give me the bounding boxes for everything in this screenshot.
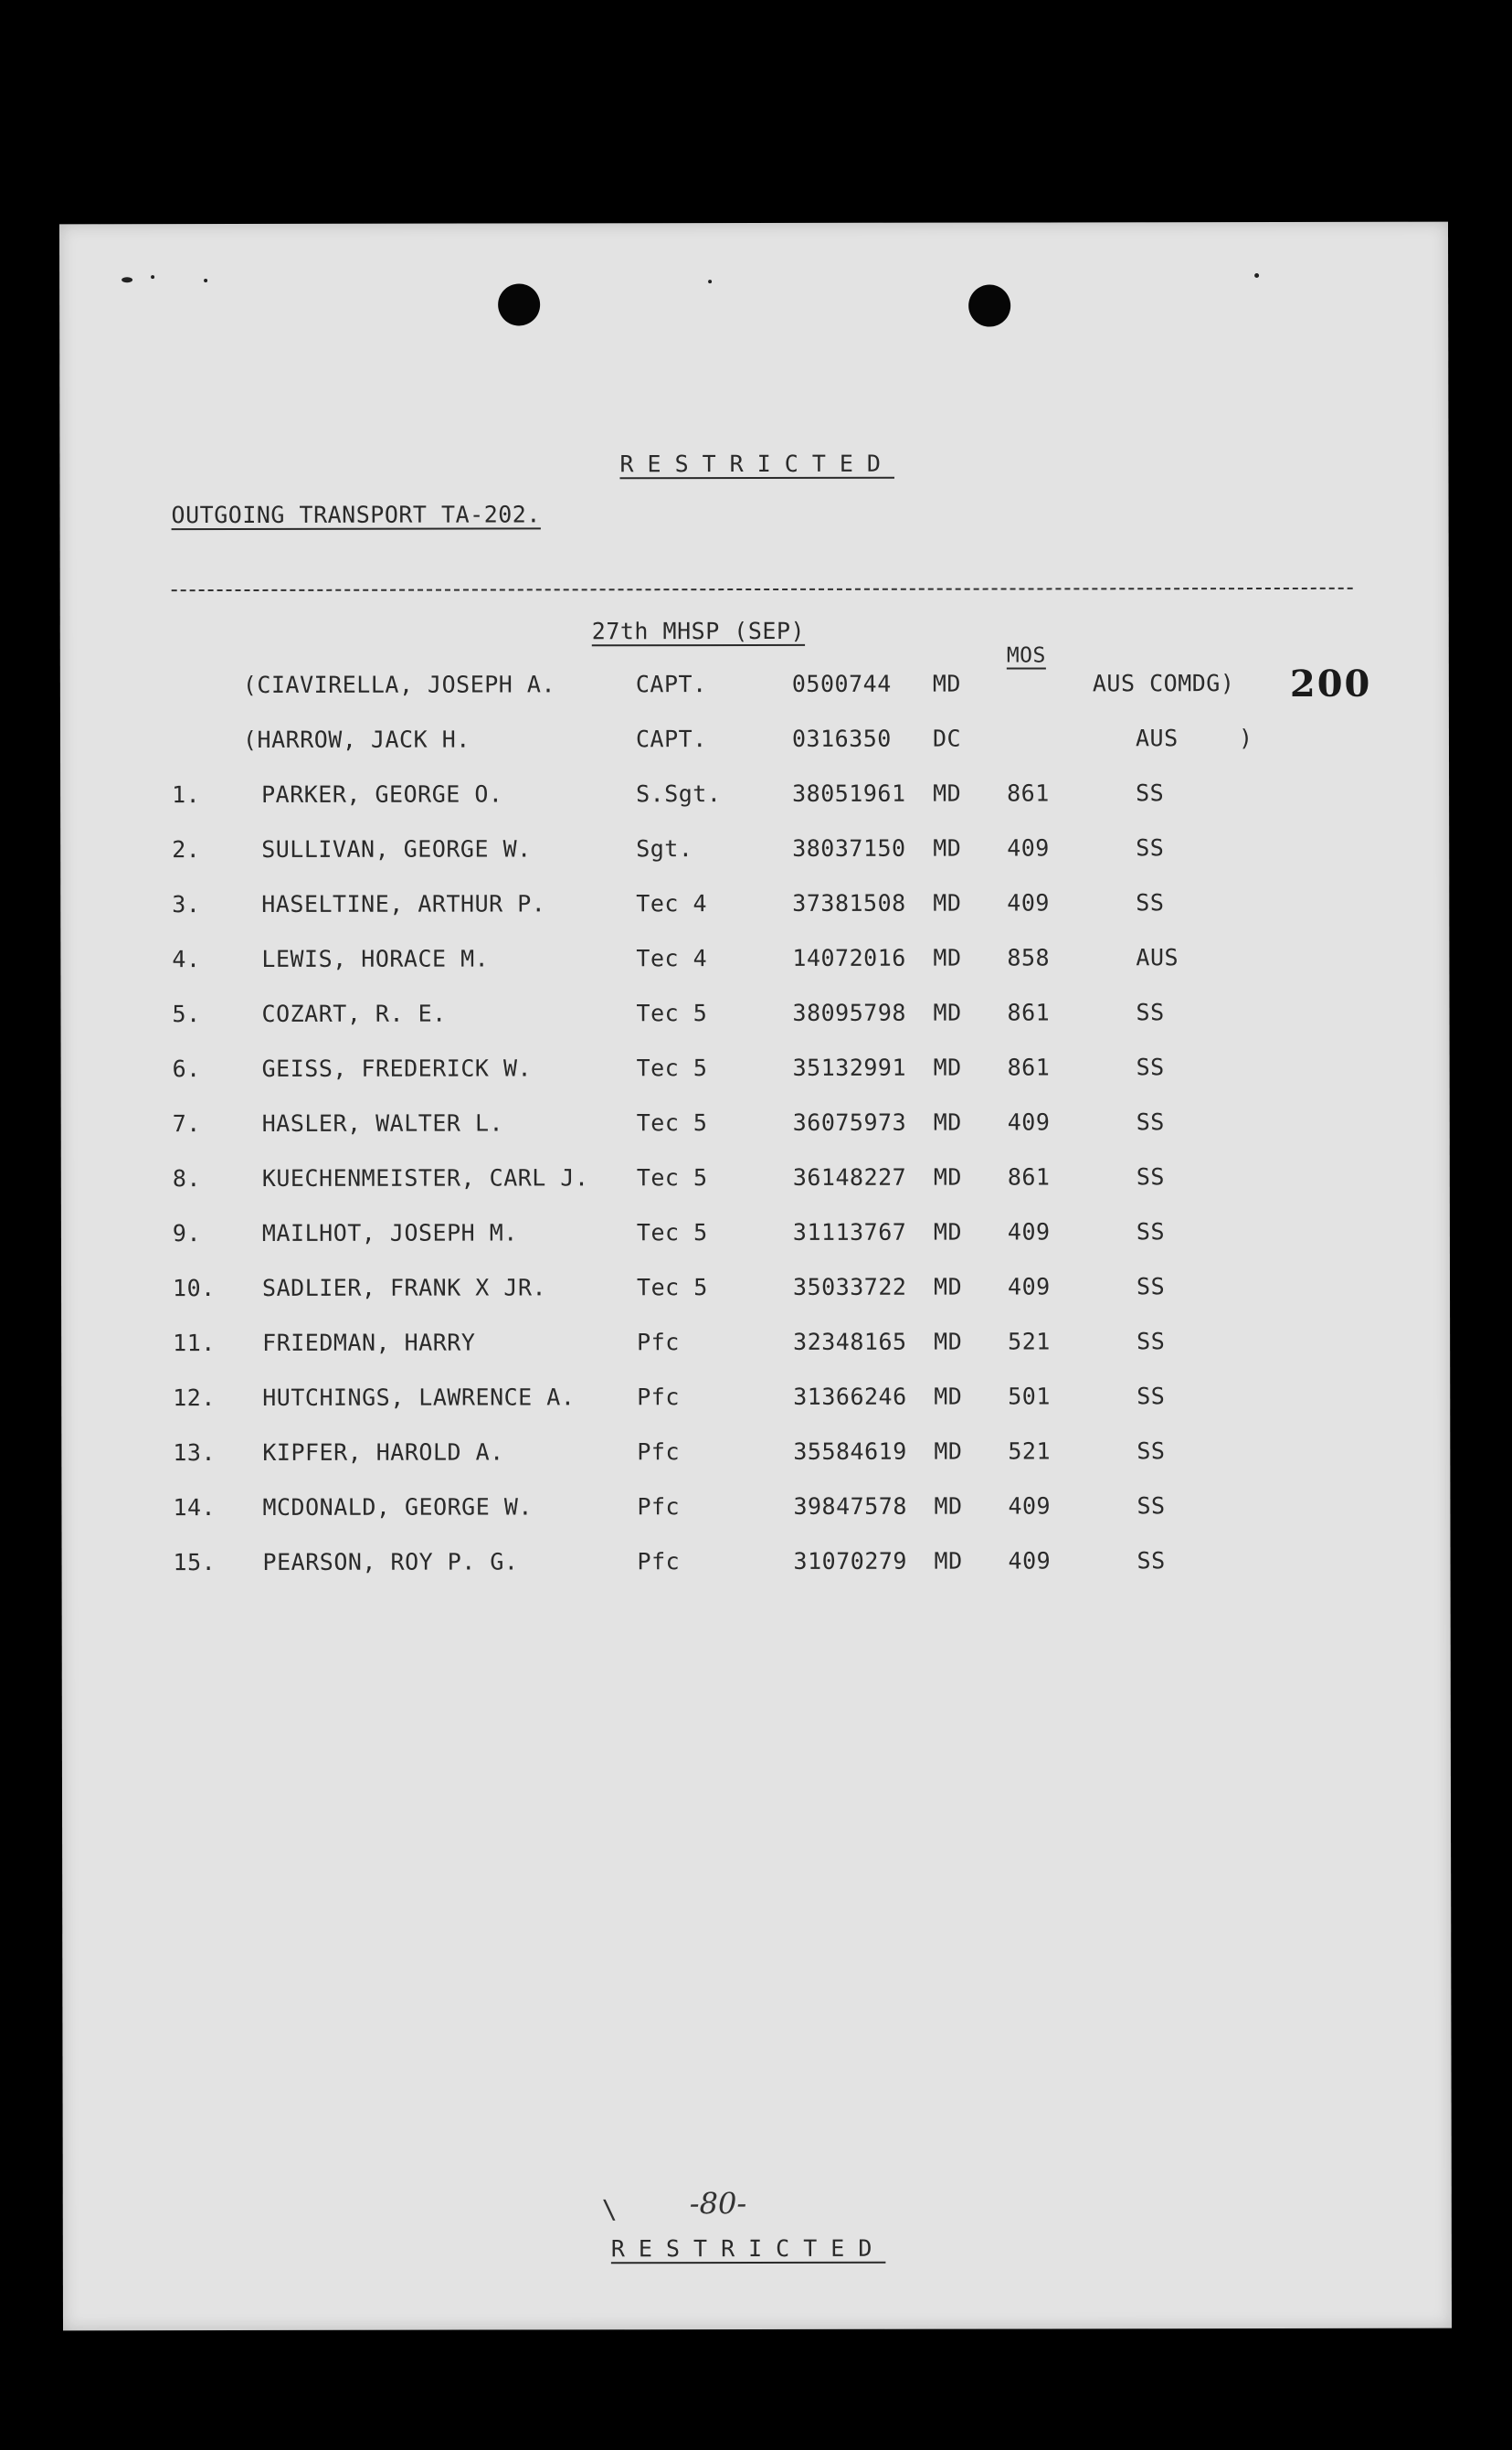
personnel-name: HASELTINE, ARTHUR P. xyxy=(261,890,546,917)
officer-component: AUS COMDG) xyxy=(1092,670,1235,697)
component-code: SS xyxy=(1137,1437,1166,1465)
personnel-row xyxy=(61,1439,1450,1469)
row-number: 5. xyxy=(172,1001,201,1028)
personnel-name: FRIEDMAN, HARRY xyxy=(262,1329,476,1356)
personnel-rank: Pfc xyxy=(637,1548,681,1575)
mos-code: 409 xyxy=(1007,1218,1051,1246)
personnel-row xyxy=(61,1165,1450,1195)
personnel-name: COZART, R. E. xyxy=(261,1000,447,1027)
personnel-rank: Tec 5 xyxy=(636,1109,708,1137)
officer-name: (HARROW, JACK H. xyxy=(242,726,471,753)
mos-code: 861 xyxy=(1007,999,1051,1026)
component-code: SS xyxy=(1136,1054,1165,1081)
ink-speck xyxy=(204,279,207,282)
arm-of-service: MD xyxy=(934,1547,963,1575)
serial-number: 31366246 xyxy=(793,1383,907,1410)
component-code: SS xyxy=(1137,1328,1166,1355)
personnel-rank: Pfc xyxy=(637,1493,681,1521)
ink-speck xyxy=(151,275,154,279)
personnel-name: HASLER, WALTER L. xyxy=(261,1109,504,1137)
mos-column-header: MOS xyxy=(1006,643,1046,668)
personnel-name: KIPFER, HAROLD A. xyxy=(262,1438,504,1466)
mos-code: 861 xyxy=(1007,1054,1051,1081)
mos-code: 409 xyxy=(1007,1273,1051,1300)
arm-of-service: MD xyxy=(934,1328,963,1355)
arm-of-service: MD xyxy=(934,1492,963,1520)
arm-of-service: MD xyxy=(933,889,962,917)
row-number: 13. xyxy=(173,1439,217,1467)
personnel-row xyxy=(61,1384,1450,1415)
personnel-row xyxy=(60,836,1449,866)
officer-arm: DC xyxy=(932,725,962,752)
component-code: SS xyxy=(1136,999,1165,1026)
personnel-row xyxy=(61,1110,1450,1140)
personnel-name: KUECHENMEISTER, CARL J. xyxy=(261,1164,589,1192)
officer-name: (CIAVIRELLA, JOSEPH A. xyxy=(242,671,556,698)
arm-of-service: MD xyxy=(933,1273,963,1300)
component-code: SS xyxy=(1137,1547,1166,1575)
row-number: 15. xyxy=(173,1549,217,1576)
component-code: SS xyxy=(1136,1218,1166,1246)
personnel-rank: Tec 4 xyxy=(636,890,708,917)
serial-number: 31113767 xyxy=(792,1218,907,1246)
mos-code: 861 xyxy=(1007,1163,1051,1191)
personnel-row xyxy=(62,1549,1451,1579)
mos-code: 409 xyxy=(1007,834,1050,862)
arm-of-service: MD xyxy=(933,999,962,1026)
mos-code: 409 xyxy=(1008,1492,1052,1520)
personnel-rank: Sgt. xyxy=(636,835,693,863)
document-page xyxy=(59,222,1452,2331)
arm-of-service: MD xyxy=(933,1218,963,1246)
arm-of-service: MD xyxy=(933,780,962,807)
personnel-rank: Pfc xyxy=(637,1384,680,1411)
row-number: 3. xyxy=(172,891,201,918)
officer-component: AUS xyxy=(1135,725,1179,752)
personnel-row xyxy=(61,1055,1450,1086)
arm-of-service: MD xyxy=(933,1163,962,1191)
mos-code: 521 xyxy=(1008,1328,1051,1355)
mos-code: 858 xyxy=(1007,944,1051,971)
arm-of-service: MD xyxy=(933,834,962,862)
arm-of-service: MD xyxy=(934,1383,963,1410)
serial-number: 36148227 xyxy=(792,1163,907,1191)
row-number: 12. xyxy=(173,1384,216,1412)
component-code: AUS xyxy=(1136,944,1179,971)
serial-number: 38051961 xyxy=(792,780,906,807)
officer-rank: CAPT. xyxy=(635,671,707,698)
arm-of-service: MD xyxy=(933,944,962,971)
arm-of-service: MD xyxy=(934,1437,963,1465)
personnel-row xyxy=(60,781,1449,811)
personnel-name: GEISS, FREDERICK W. xyxy=(261,1055,533,1082)
mos-code: 501 xyxy=(1008,1383,1051,1410)
serial-number: 35132991 xyxy=(792,1054,907,1081)
personnel-name: SADLIER, FRANK X JR. xyxy=(261,1274,547,1301)
officer-serial: 0500744 xyxy=(791,670,892,697)
mos-code: 409 xyxy=(1007,889,1050,917)
component-code: SS xyxy=(1136,1108,1165,1136)
personnel-rank: Tec 5 xyxy=(636,1055,708,1082)
mos-code: 409 xyxy=(1007,1108,1051,1136)
personnel-rank: Tec 5 xyxy=(636,1000,708,1027)
row-number: 1. xyxy=(172,781,201,809)
mos-code: 409 xyxy=(1008,1547,1052,1575)
serial-number: 39847578 xyxy=(793,1492,907,1520)
page-number: -80- xyxy=(689,2186,747,2222)
officer-row xyxy=(60,672,1449,702)
personnel-name: PARKER, GEORGE O. xyxy=(261,780,503,808)
personnel-rank: Tec 5 xyxy=(636,1274,708,1301)
row-number: 11. xyxy=(173,1330,216,1357)
officer-row xyxy=(60,727,1449,757)
punch-hole-right xyxy=(968,285,1010,327)
ink-speck xyxy=(708,280,712,283)
personnel-name: HUTCHINGS, LAWRENCE A. xyxy=(262,1384,576,1411)
serial-number: 31070279 xyxy=(793,1547,907,1575)
page-stamp-number: 200 xyxy=(1289,662,1372,705)
personnel-row xyxy=(60,891,1449,921)
personnel-name: LEWIS, HORACE M. xyxy=(261,945,490,972)
component-code: SS xyxy=(1137,1383,1166,1410)
officer-closing-paren: ) xyxy=(1238,725,1253,752)
component-code: SS xyxy=(1137,1492,1166,1520)
row-number: 7. xyxy=(172,1110,201,1138)
document-title: OUTGOING TRANSPORT TA-202. xyxy=(171,501,541,529)
row-number: 6. xyxy=(172,1055,201,1083)
arm-of-service: MD xyxy=(933,1054,962,1081)
ink-speck xyxy=(122,277,132,282)
personnel-rank: Pfc xyxy=(637,1329,680,1356)
unit-heading: 27th MHSP (SEP) xyxy=(591,617,806,645)
classification-footer: RESTRICTED xyxy=(610,2234,886,2263)
component-code: SS xyxy=(1136,1163,1165,1191)
pencil-mark: \ xyxy=(601,2194,619,2225)
officer-serial: 0316350 xyxy=(791,725,892,752)
personnel-row xyxy=(61,1330,1450,1360)
personnel-row xyxy=(61,1494,1450,1524)
mos-code: 861 xyxy=(1007,780,1050,807)
component-code: SS xyxy=(1136,889,1165,917)
personnel-row xyxy=(61,1275,1450,1305)
component-code: SS xyxy=(1136,834,1165,862)
component-code: SS xyxy=(1136,1273,1166,1300)
serial-number: 35033722 xyxy=(792,1273,907,1300)
personnel-rank: Pfc xyxy=(637,1438,681,1466)
mos-code: 521 xyxy=(1008,1437,1052,1465)
serial-number: 32348165 xyxy=(793,1328,907,1355)
personnel-row xyxy=(61,1220,1450,1250)
personnel-name: MCDONALD, GEORGE W. xyxy=(262,1493,533,1521)
personnel-rank: Tec 4 xyxy=(636,945,708,972)
horizontal-rule xyxy=(172,588,1353,591)
serial-number: 14072016 xyxy=(792,944,906,971)
personnel-rank: Tec 5 xyxy=(636,1219,708,1246)
row-number: 8. xyxy=(172,1165,201,1193)
personnel-name: MAILHOT, JOSEPH M. xyxy=(261,1219,518,1246)
row-number: 14. xyxy=(173,1494,217,1522)
row-number: 4. xyxy=(172,946,201,973)
personnel-name: SULLIVAN, GEORGE W. xyxy=(261,835,532,863)
officer-arm: MD xyxy=(932,670,962,697)
serial-number: 36075973 xyxy=(792,1108,907,1136)
personnel-row xyxy=(60,946,1449,976)
serial-number: 38037150 xyxy=(792,834,906,862)
officer-rank: CAPT. xyxy=(635,726,707,753)
arm-of-service: MD xyxy=(933,1108,962,1136)
ink-speck xyxy=(1254,273,1259,278)
row-number: 2. xyxy=(172,836,201,864)
row-number: 9. xyxy=(172,1220,202,1247)
serial-number: 37381508 xyxy=(792,889,906,917)
component-code: SS xyxy=(1136,780,1165,807)
row-number: 10. xyxy=(172,1275,216,1302)
punch-hole-left xyxy=(498,283,540,325)
personnel-rank: S.Sgt. xyxy=(636,780,722,808)
personnel-name: PEARSON, ROY P. G. xyxy=(262,1548,519,1575)
personnel-rank: Tec 5 xyxy=(636,1164,708,1192)
personnel-row xyxy=(60,1001,1449,1031)
serial-number: 35584619 xyxy=(793,1437,907,1465)
classification-header: RESTRICTED xyxy=(619,450,894,478)
serial-number: 38095798 xyxy=(792,999,906,1026)
